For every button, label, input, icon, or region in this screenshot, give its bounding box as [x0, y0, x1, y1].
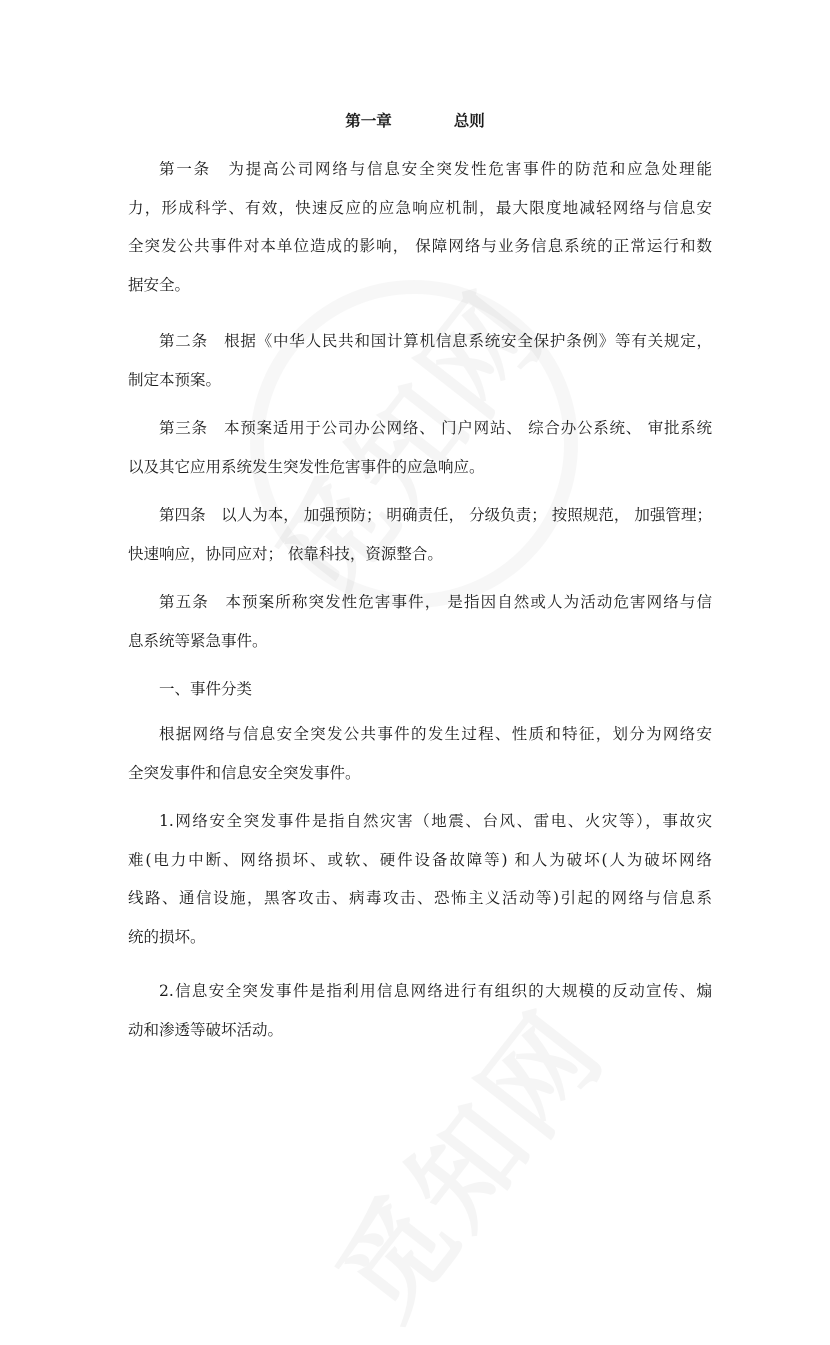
chapter-name: 总则 — [453, 111, 485, 130]
text-line: 快速响应，协同应对； 依靠科技，资源整合。 — [128, 544, 443, 563]
text-line: 息系统等紧急事件。 — [128, 631, 268, 650]
text-line: 全突发事件和信息安全突发事件。 — [128, 763, 361, 782]
article-5-paragraph — [128, 583, 712, 660]
text-line: 线路、通信设施，黑客攻击、病毒攻击、恐怖主义活动等)引起的网络与信息系 — [128, 889, 712, 907]
chapter-number: 第一章 — [345, 111, 392, 130]
text-line: 第一条 为提高公司网络与信息安全突发性危害事件的防范和应急处理能 — [159, 160, 712, 178]
text-line: 难(电力中断、网络损坏、或软、硬件设备故障等) 和人为破坏(人为破坏网络 — [128, 850, 712, 869]
section-heading — [128, 670, 712, 709]
text-line: 一、事件分类 — [159, 680, 253, 698]
list-item-1-paragraph — [128, 802, 712, 956]
text-line: 第二条 根据《中华人民共和国计算机信息系统安全保护条例》等有关规定， — [159, 332, 712, 350]
text-line: 2.信息安全突发事件是指利用信息网络进行有组织的大规模的反动宣传、煽 — [159, 982, 712, 1000]
text-line: 力，形成科学、有效，快速反应的应急响应机制，最大限度地减轻网络与信息安 — [128, 198, 712, 217]
text-line: 统的损坏。 — [128, 927, 206, 946]
text-line: 第五条 本预案所称突发性危害事件， 是指因自然或人为活动危害网络与信 — [159, 593, 712, 611]
section-intro-paragraph — [128, 715, 712, 792]
text-line: 据安全。 — [128, 275, 191, 294]
text-line: 以及其它应用系统发生突发性危害事件的应急响应。 — [128, 457, 485, 476]
article-3-paragraph — [128, 409, 712, 486]
text-line: 制定本预案。 — [128, 370, 222, 389]
text-line: 第四条 以人为本， 加强预防； 明确责任， 分级负责； 按照规范， 加强管理； — [159, 506, 712, 524]
text-line: 全突发公共事件对本单位造成的影响， 保障网络与业务信息系统的正常运行和数 — [128, 237, 712, 255]
article-2-paragraph — [128, 322, 712, 399]
text-line: 根据网络与信息安全突发公共事件的发生过程、性质和特征，划分为网络安 — [159, 725, 712, 743]
list-item-2-paragraph — [128, 972, 712, 1049]
article-1-paragraph — [128, 150, 712, 304]
text-line: 第三条 本预案适用于公司办公网络、 门户网站、 综合办公系统、 审批系统 — [159, 419, 712, 437]
article-4-paragraph — [128, 496, 712, 573]
text-line: 动和渗透等破坏活动。 — [128, 1020, 284, 1039]
text-line: 1.网络安全突发事件是指自然灾害（地震、台风、雷电、火灾等），事故灾 — [159, 812, 712, 830]
chapter-title — [0, 111, 830, 131]
